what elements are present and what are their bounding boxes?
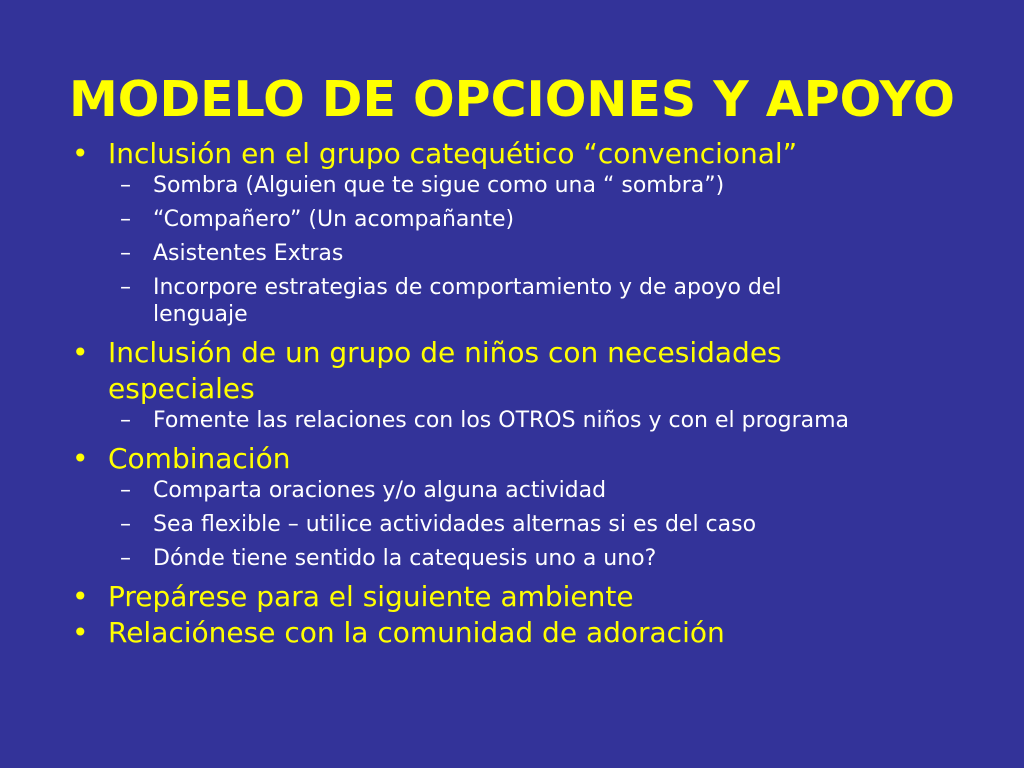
bullet-dot-icon: • <box>72 442 89 475</box>
dash-icon: – <box>120 241 131 266</box>
dash-icon: – <box>120 546 131 571</box>
bullet-item <box>0 441 1024 572</box>
sub-item-text: Fomente las relaciones con los OTROS niños y con el programa <box>153 408 850 433</box>
dash-icon: – <box>120 207 131 232</box>
bullet-dot-icon: • <box>72 580 89 613</box>
sub-list <box>0 407 1024 434</box>
bullet-dot-icon: • <box>72 137 89 170</box>
dash-icon: – <box>120 512 131 537</box>
dash-icon: – <box>120 173 131 198</box>
bullet-text: Inclusión en el grupo catequético “convencional” <box>108 137 798 170</box>
bullet-item <box>0 136 1024 328</box>
dash-icon: – <box>120 478 131 503</box>
bullet-item <box>0 615 1024 651</box>
sub-item-text: Sombra (Alguien que te sigue como una “ sombra”) <box>153 173 725 198</box>
bullet-dot-icon: • <box>72 616 89 649</box>
sub-list <box>0 477 1024 572</box>
sub-item <box>0 511 1024 538</box>
bullet-dot-icon: • <box>72 336 89 369</box>
sub-item <box>0 240 1024 267</box>
sub-item-text: Dónde tiene sentido la catequesis uno a uno? <box>153 546 657 571</box>
sub-item-text: “Compañero” (Un acompañante) <box>153 207 515 232</box>
bullet-text: Inclusión de un grupo de niños con necesidades especiales <box>108 336 782 405</box>
sub-list <box>0 172 1024 328</box>
bullet-text: Prepárese para el siguiente ambiente <box>108 580 634 613</box>
sub-item-text: Incorpore estrategias de comportamiento y de apoyo del lenguaje <box>153 275 782 327</box>
bullet-item <box>0 335 1024 434</box>
sub-item-text: Sea flexible – utilice actividades alternas si es del caso <box>153 512 757 537</box>
bullet-text: Combinación <box>108 442 291 475</box>
dash-icon: – <box>120 275 131 300</box>
sub-item-text: Asistentes Extras <box>153 241 344 266</box>
sub-item <box>0 477 1024 504</box>
sub-item <box>0 274 1024 328</box>
bullet-text: Relaciónese con la comunidad de adoración <box>108 616 725 649</box>
bullet-list <box>0 136 1024 651</box>
sub-item <box>0 206 1024 233</box>
bullet-item <box>0 579 1024 615</box>
sub-item <box>0 172 1024 199</box>
sub-item-text: Comparta oraciones y/o alguna actividad <box>153 478 607 503</box>
sub-item <box>0 545 1024 572</box>
slide-title: MODELO DE OPCIONES Y APOYO <box>69 71 955 128</box>
sub-item <box>0 407 1024 434</box>
dash-icon: – <box>120 408 131 433</box>
